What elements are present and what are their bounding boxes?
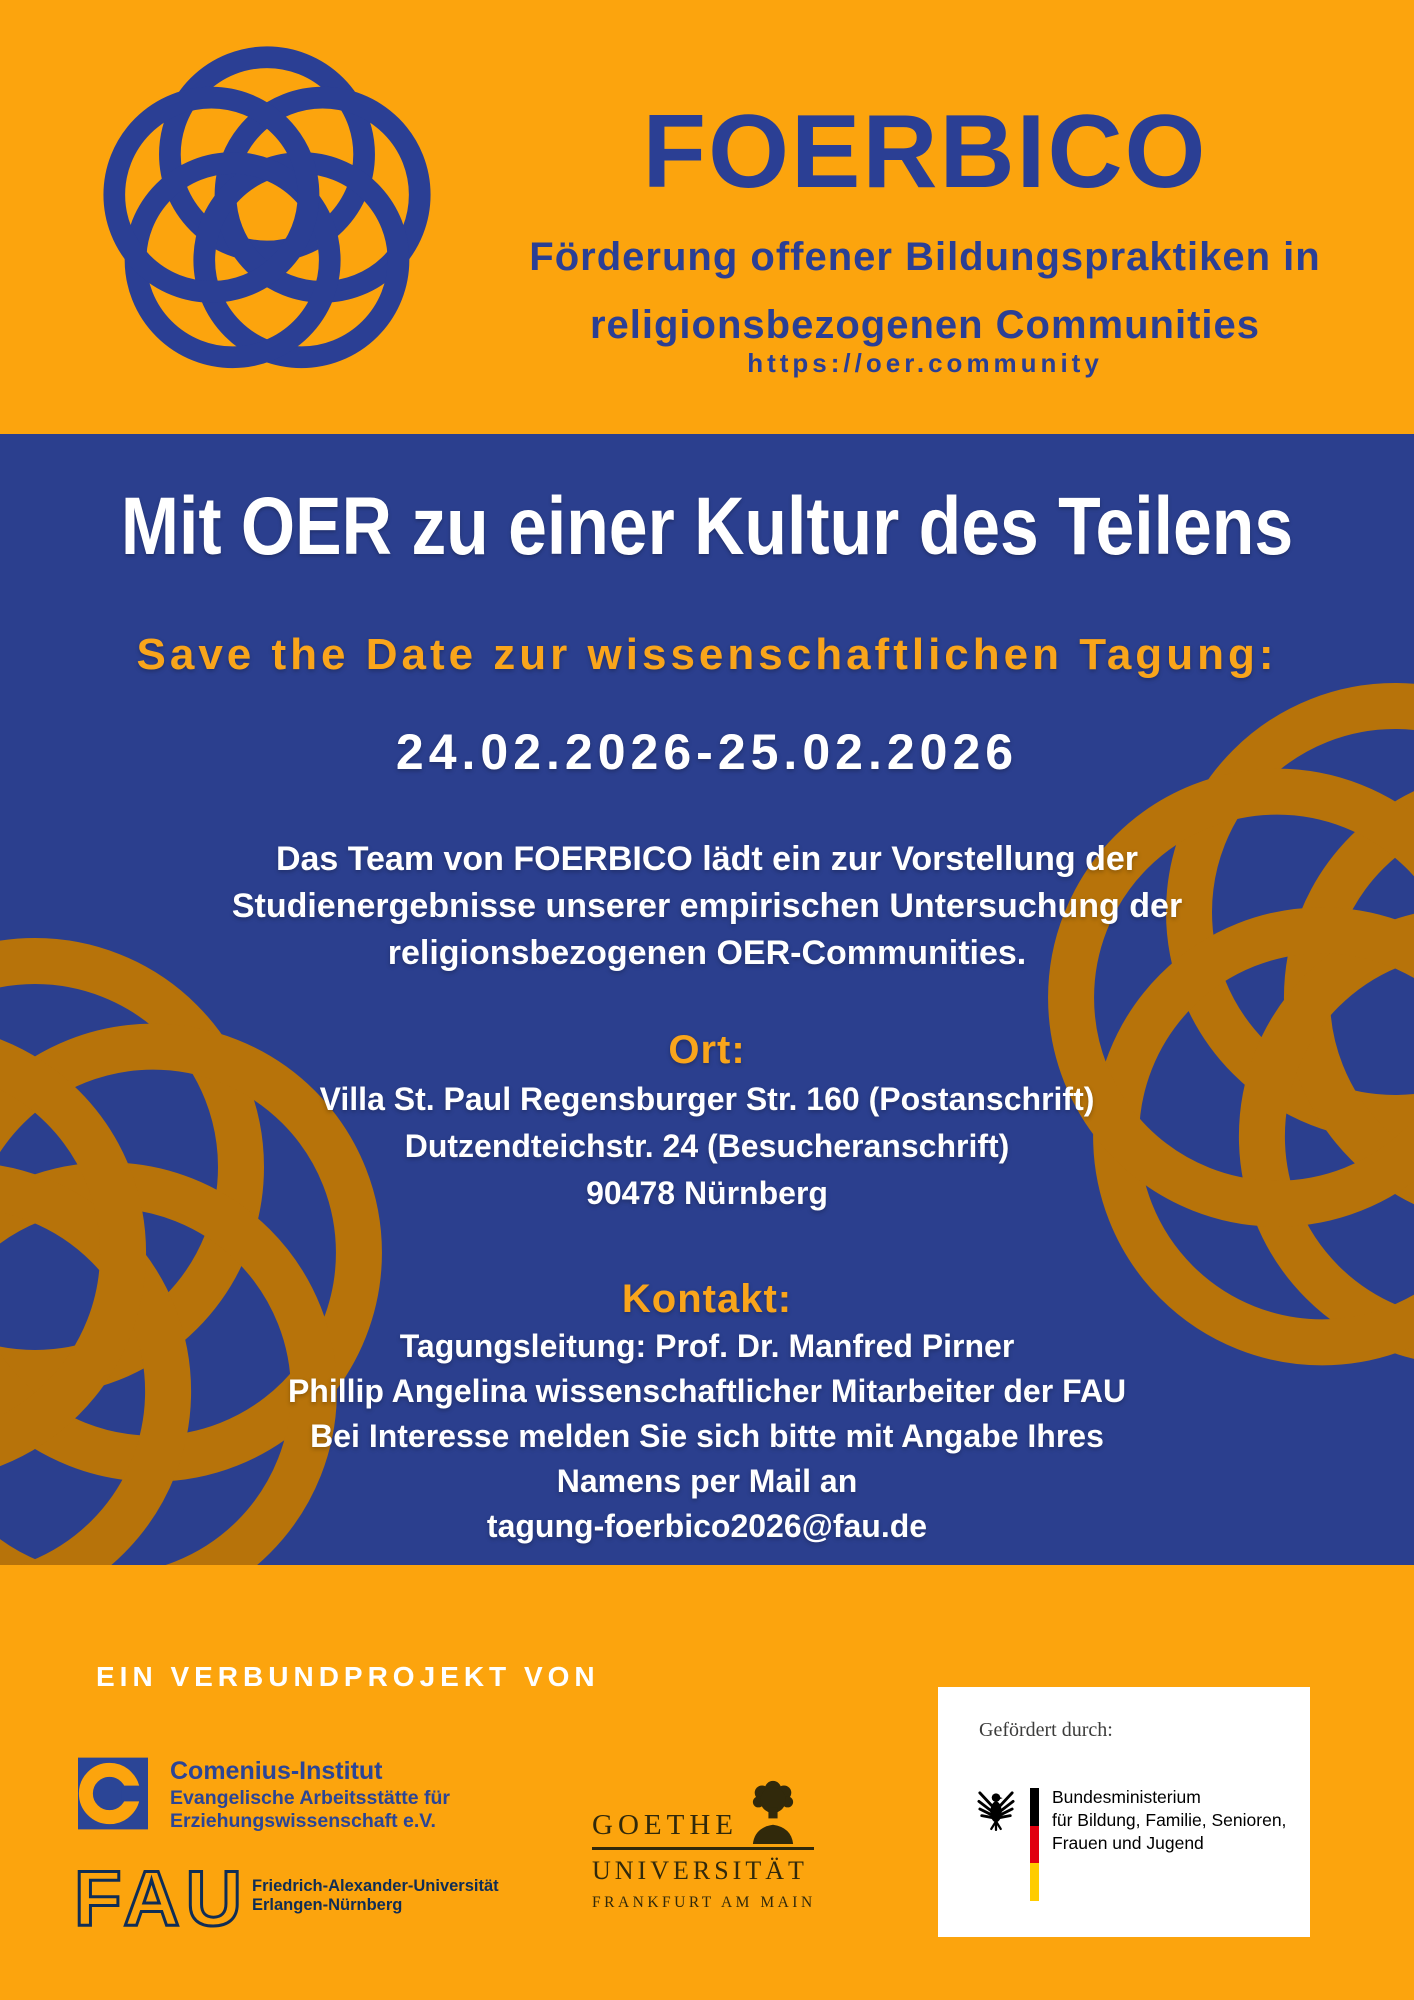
comenius-c-icon (78, 1755, 148, 1832)
header-section (0, 0, 1414, 434)
german-flag-bar (1030, 1788, 1039, 1901)
project-url: https://oer.community (747, 348, 1103, 378)
comenius-subtitle-line2: Erziehungswissenschaft e.V. (170, 1810, 436, 1832)
save-the-date-line: Save the Date zur wissenschaftlichen Tagung: (136, 630, 1278, 679)
conference-date-range: 24.02.2026-25.02.2026 (395, 724, 1019, 780)
goethe-logo (592, 1780, 822, 1912)
ministry-name (1052, 1786, 1286, 1855)
ministry-line1: Bundesministerium (1052, 1787, 1201, 1807)
goethe-portrait-icon (744, 1780, 802, 1844)
ort-heading: Ort: (668, 1028, 746, 1072)
invitation-text (0, 836, 1414, 977)
project-subtitle-line1: Förderung offener Bildungspraktiken in (529, 235, 1321, 279)
invitation-line: Das Team von FOERBICO lädt ein zur Vorstellung der (275, 840, 1139, 878)
goethe-city: FRANKFURT AM MAIN (592, 1894, 816, 1911)
goethe-name: GOETHE (592, 1809, 738, 1841)
project-title: FOERBICO (642, 94, 1208, 210)
comenius-subtitle-line1: Evangelische Arbeitsstätte für (170, 1787, 450, 1809)
verbund-label: EIN VERBUNDPROJEKT VON (96, 1661, 600, 1692)
footer-section (0, 1565, 1414, 2000)
fau-name-line1: Friedrich-Alexander-Universität (252, 1877, 499, 1895)
invitation-line: Studienergebnisse unserer empirischen Untersuchung der (231, 887, 1183, 925)
federal-eagle-icon (977, 1787, 1015, 1831)
goethe-divider (592, 1847, 814, 1850)
kontakt-line: Phillip Angelina wissenschaftlicher Mitarbeiter der FAU (287, 1373, 1127, 1409)
ministry-line3: Frauen und Jugend (1052, 1833, 1204, 1853)
address-line: Dutzendteichstr. 24 (Besucheranschrift) (404, 1128, 1010, 1164)
kontakt-email: tagung-foerbico2026@fau.de (486, 1508, 928, 1544)
ort-address (0, 1076, 1414, 1217)
invitation-line: religionsbezogenen OER-Communities. (387, 934, 1027, 972)
fau-name-line2: Erlangen-Nürnberg (252, 1896, 403, 1914)
poster-headline: Mit OER zu einer Kultur des Teilens (120, 481, 1294, 572)
fau-wordmark: FAU (74, 1854, 248, 1942)
goethe-universitaet: UNIVERSITÄT (592, 1856, 808, 1885)
foerbico-rosette-logo-icon (102, 45, 432, 375)
ministry-line2: für Bildung, Familie, Senioren, (1052, 1810, 1287, 1830)
main-section (0, 434, 1414, 1565)
project-subtitle-line2: religionsbezogenen Communities (589, 303, 1261, 347)
address-line: Villa St. Paul Regensburger Str. 160 (Postanschrift) (319, 1081, 1095, 1117)
funding-box (938, 1687, 1310, 1937)
kontakt-heading: Kontakt: (621, 1277, 793, 1321)
kontakt-info (0, 1324, 1414, 1549)
fau-logo (252, 1877, 499, 1915)
kontakt-line: Tagungsleitung: Prof. Dr. Manfred Pirner (399, 1328, 1015, 1364)
comenius-logo (78, 1755, 450, 1833)
kontakt-line: Bei Interesse melden Sie sich bitte mit Angabe Ihres (310, 1418, 1104, 1454)
comenius-title: Comenius-Institut (170, 1757, 383, 1785)
kontakt-line: Namens per Mail an (556, 1463, 858, 1499)
funding-label: Gefördert durch: (979, 1719, 1113, 1741)
address-line: 90478 Nürnberg (586, 1175, 828, 1211)
